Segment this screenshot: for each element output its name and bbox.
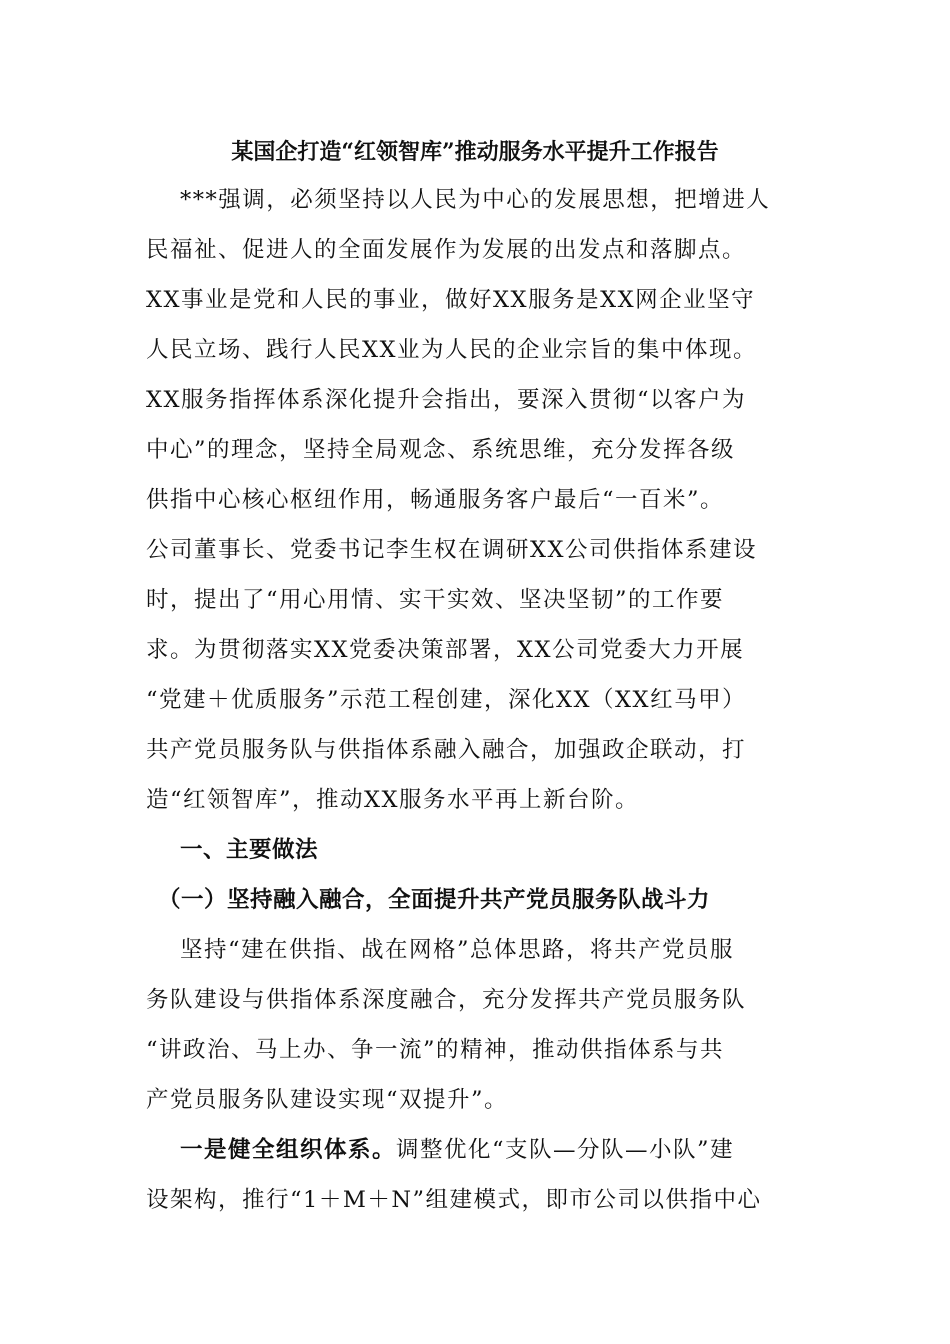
document-title: 某国企打造“红领智库”推动服务水平提升工作报告 — [231, 139, 719, 165]
paragraph-line: 求。为贯彻落实XX党委决策部署，XX公司党委大力开展 — [146, 637, 745, 663]
paragraph-line: XX服务指挥体系深化提升会指出，要深入贯彻“以客户为 — [146, 387, 747, 413]
paragraph-line: “党建＋优质服务”示范工程创建，深化XX（XX红马甲） — [146, 687, 747, 713]
paragraph-line: 人民立场、践行人民XX业为人民的企业宗旨的集中体现。 — [146, 337, 758, 363]
paragraph-line: 坚持“建在供指、战在网格”总体思路，将共产党员服 — [180, 937, 735, 963]
subsection-heading: （一）坚持融入融合，全面提升共产党员服务队战斗力 — [158, 887, 711, 913]
paragraph-line: 中心”的理念，坚持全局观念、系统思维，充分发挥各级 — [146, 437, 736, 463]
section-heading: 一、主要做法 — [180, 837, 319, 863]
paragraph-line: 产党员服务队建设实现“双提升”。 — [146, 1087, 509, 1113]
point-lead: 一是健全组织体系。 — [180, 1137, 397, 1163]
paragraph-line: 设架构，推行“1＋M＋N”组建模式，即市公司以供指中心 — [146, 1187, 762, 1213]
paragraph-line: 务队建设与供指体系深度融合，充分发挥共产党员服务队 — [146, 987, 747, 1013]
paragraph-line: 时，提出了“用心用情、实干实效、坚决坚韧”的工作要 — [146, 587, 725, 613]
paragraph-line: 民福祉、促进人的全面发展作为发展的出发点和落脚点。 — [146, 237, 747, 263]
paragraph-line: 供指中心核心枢纽作用，畅通服务客户最后“一百米”。 — [146, 487, 725, 513]
paragraph-line: 造“红领智库”，推动XX服务水平再上新台阶。 — [146, 787, 640, 813]
paragraph-line: XX事业是党和人民的事业，做好XX服务是XX网企业坚守 — [146, 287, 756, 313]
paragraph-line: ***强调，必须坚持以人民为中心的发展思想，把增进人 — [180, 187, 771, 213]
paragraph-line — [180, 1134, 734, 1166]
paragraph-line: 公司董事长、党委书记李生权在调研XX公司供指体系建设 — [146, 537, 758, 563]
point-text: 调整优化“支队—分队—小队”建 — [396, 1137, 735, 1163]
paragraph-line: 共产党员服务队与供指体系融入融合，加强政企联动，打 — [146, 737, 747, 763]
paragraph-line: “讲政治、马上办、争一流”的精神，推动供指体系与共 — [146, 1037, 725, 1063]
